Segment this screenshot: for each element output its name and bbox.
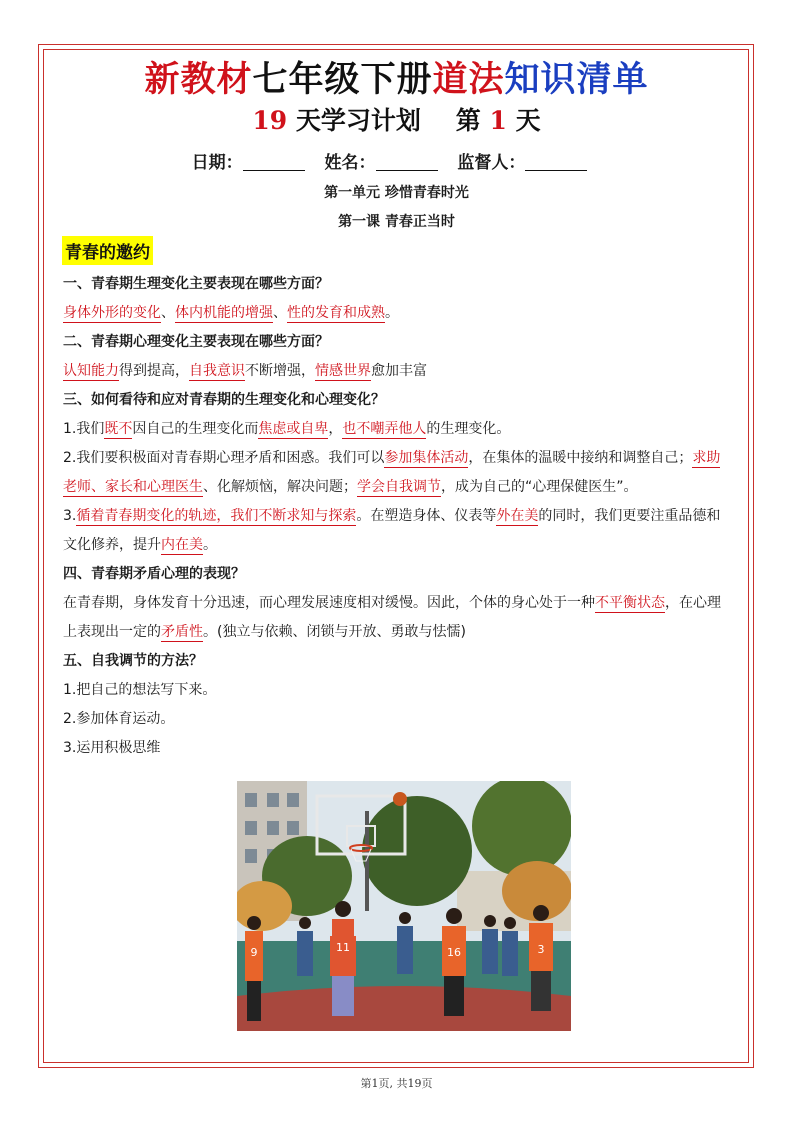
highlight: 求助老师、家长和心理医生 [63, 450, 721, 495]
date-label: 日期： [191, 153, 243, 173]
answer-text: 因自己的生理变化而 [132, 421, 259, 437]
answer-text: 3. [63, 508, 77, 524]
title-part-3: 道法 [432, 59, 505, 100]
jersey-number: 3 [537, 943, 545, 956]
answer-text: ，在心理上表现出一定的 [63, 595, 721, 640]
supervisor-label: 监督人： [457, 153, 526, 173]
answer-text: 的生理变化。 [426, 421, 511, 437]
basketball-photo [237, 781, 571, 1031]
answer-text: 。在塑造身体、仪表等 [356, 508, 497, 524]
answer-3-item-1 [63, 415, 731, 444]
answer-5-item-3: 3.运用积极思维 [63, 740, 161, 756]
jersey-number: 16 [447, 946, 461, 959]
highlight: 也不嘲弄他人 [342, 421, 427, 437]
jersey-number: 9 [250, 946, 258, 959]
highlight: 学会自我调节 [357, 479, 441, 495]
answer-text: 。 [203, 537, 217, 553]
lesson-title: 第一课 青春正当时 [338, 214, 455, 230]
title-part-4: 知识清单 [504, 59, 649, 100]
highlight: 循着青春期变化的轨迹，我们不断求知与探索 [76, 508, 357, 524]
answer-text: 、 [161, 305, 175, 321]
answer-text: 不断增强， [245, 363, 315, 379]
highlight: 外在美 [496, 508, 539, 524]
answer-1 [63, 299, 731, 328]
highlight: 矛盾性 [161, 624, 203, 640]
highlight: 参加集体活动 [384, 450, 469, 466]
question-4: 四、青春期矛盾心理的表现？ [63, 566, 245, 582]
answer-text: 、化解烦恼，解决问题； [203, 479, 357, 495]
plan-days-number: 19 [252, 106, 288, 135]
answer-text: ，成为自己的“心理保健医生”。 [441, 479, 638, 495]
study-plan-subtitle [0, 101, 793, 137]
answer-4 [63, 589, 731, 647]
question-1: 一、青春期生理变化主要表现在哪些方面？ [63, 276, 329, 292]
question-5: 五、自我调节的方法？ [63, 653, 203, 669]
day-suffix: 天 [506, 106, 541, 135]
meta-fields [0, 148, 793, 173]
answer-2 [63, 357, 731, 386]
document-title [0, 52, 793, 102]
answer-text: 得到提高， [119, 363, 189, 379]
date-blank[interactable] [243, 154, 305, 171]
supervisor-blank[interactable] [525, 154, 587, 171]
highlight: 内在美 [161, 537, 203, 553]
answer-text: 1.我们 [63, 421, 105, 437]
name-label: 姓名： [324, 153, 376, 173]
section-tag: 青春的邀约 [62, 236, 153, 265]
answer-text: 。 [385, 305, 399, 321]
highlight: 自我意识 [189, 363, 245, 379]
answer-text: 在青春期，身体发育十分迅速，而心理发展速度相对缓慢。因此，个体的身心处于一种 [63, 595, 595, 611]
highlight: 认知能力 [63, 363, 119, 379]
answer-text: 、 [273, 305, 287, 321]
unit-title: 第一单元 珍惜青春时光 [324, 185, 469, 201]
highlight: 情感世界 [315, 363, 371, 379]
highlight: 既不 [104, 421, 133, 437]
highlight: 体内机能的增强 [175, 305, 273, 321]
answer-5-item-1: 1.把自己的想法写下来。 [63, 682, 217, 698]
question-3: 三、如何看待和应对青春期的生理变化和心理变化？ [63, 392, 385, 408]
name-blank[interactable] [376, 154, 438, 171]
question-2: 二、青春期心理变化主要表现在哪些方面？ [63, 334, 329, 350]
answer-text: 2.我们要积极面对青春期心理矛盾和困惑。我们可以 [63, 450, 385, 466]
content-body [63, 270, 731, 763]
answer-3-item-2 [63, 444, 731, 502]
answer-5-item-2: 2.参加体育运动。 [63, 711, 175, 727]
title-part-1: 新教材 [144, 59, 253, 100]
highlight: 身体外形的变化 [63, 305, 161, 321]
highlight: 性的发育和成熟 [287, 305, 385, 321]
answer-text: 的同时，我们更要注重品德和文化修养，提升 [63, 508, 721, 553]
answer-3-item-3 [63, 502, 731, 560]
jersey-number: 11 [336, 941, 350, 954]
highlight: 焦虑或自卑 [258, 421, 329, 437]
answer-text: 。(独立与依赖、闭锁与开放、勇敢与怯懦) [203, 624, 466, 640]
highlight: 不平衡状态 [595, 595, 665, 611]
day-prefix: 第 [455, 106, 490, 135]
answer-text: ，在集体的温暖中接纳和调整自己； [468, 450, 693, 466]
answer-text: 愈加丰富 [371, 363, 427, 379]
plan-days-text: 天学习计划 [287, 106, 421, 135]
title-part-2: 七年级下册 [252, 59, 433, 100]
answer-text: ， [328, 421, 343, 437]
day-number: 1 [489, 106, 507, 135]
page-footer: 第1页, 共19页 [360, 1077, 433, 1090]
